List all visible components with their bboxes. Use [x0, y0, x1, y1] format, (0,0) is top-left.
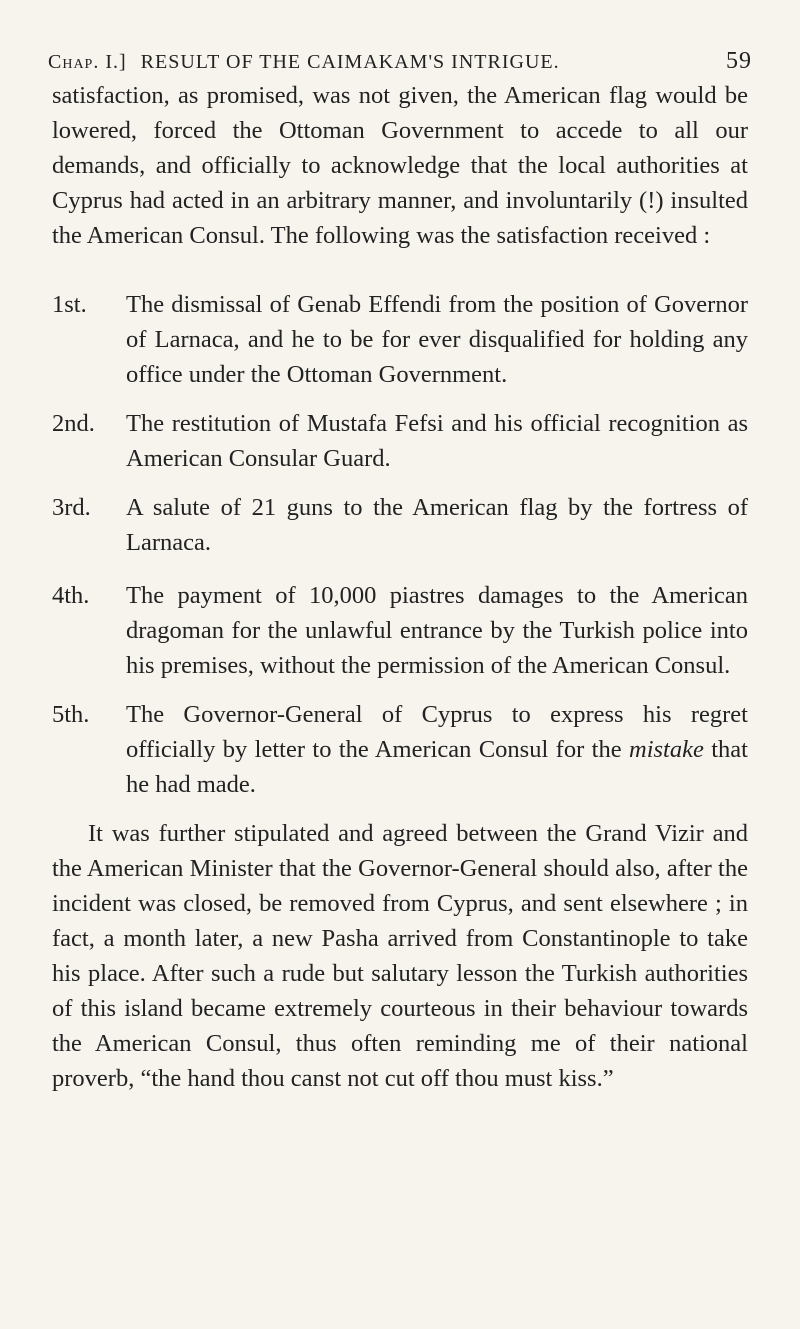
page-number: 59	[726, 48, 752, 74]
chapter-label: Chap. I.]	[48, 51, 127, 73]
item-text: The dismissal of Genab Effendi from the position of Governor of Larnaca, and he to be for ever disqualified for holding any office under the Ottoman Government.	[126, 291, 748, 388]
list-item	[52, 406, 748, 476]
item-text: The payment of 10,000 piastres damages to the American dragoman for the unlawful entrance by the Turkish police into his premises, without the permission of the American Consul.	[126, 582, 748, 679]
item-text	[126, 697, 748, 802]
satisfaction-list	[52, 287, 748, 802]
item-text-emphasis: mistake	[629, 736, 704, 763]
item-number: 4th.	[52, 582, 90, 609]
running-title: RESULT OF THE CAIMAKAM'S INTRIGUE.	[140, 51, 560, 73]
page-body	[52, 78, 748, 1096]
list-item	[52, 578, 748, 683]
closing-paragraph: It was further stipulated and agreed between the Grand Vizir and the American Minister that the Governor-General should also, after the incident was closed, be removed from Cyprus, and sent elsewhere ; in fact, a month later, a new Pasha arrived from Constantinople to take his place. After such a rude but salutary lesson the Turkish authorities of this island became extremely courteous in their behaviour towards the American Consul, thus often reminding me of their national proverb, “the hand thou canst not cut off thou must kiss.”	[52, 820, 748, 1092]
item-text-after: that he had made.	[126, 736, 748, 798]
item-text: The restitution of Mustafa Fefsi and his official recognition as American Consular Guard.	[126, 410, 748, 472]
item-text-before: The Governor-General of Cyprus to express his regret officially by letter to the American Consul for the	[126, 701, 748, 763]
item-number: 1st.	[52, 291, 87, 318]
list-item	[52, 490, 748, 560]
list-item	[52, 287, 748, 392]
item-number: 5th.	[52, 701, 90, 728]
running-header	[48, 48, 752, 75]
intro-paragraph: satisfaction, as promised, was not given, the American flag would be lowered, forced the Ottoman Government to accede to all our demands, and officially to acknowledge that the local authorities at Cyprus had acted in an arbitrary manner, and involuntarily (!) insulted the American Consul. The following was the satisfaction received :	[52, 82, 748, 249]
item-number: 2nd.	[52, 410, 95, 437]
item-number: 3rd.	[52, 494, 91, 521]
list-item	[52, 697, 748, 802]
item-text: A salute of 21 guns to the American flag by the fortress of Larnaca.	[126, 494, 748, 556]
